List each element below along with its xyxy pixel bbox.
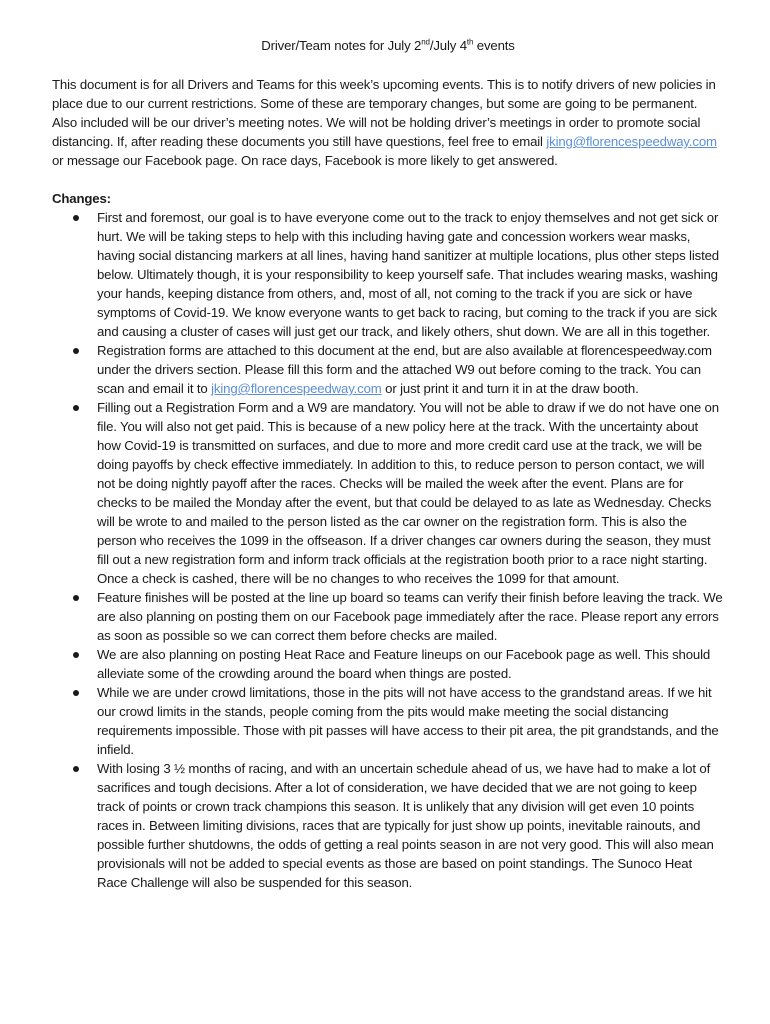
bullet-icon: [73, 595, 79, 601]
list-item: Feature finishes will be posted at the line up board so teams can verify their finish before leaving the track. We are also planning on posting them on our Facebook page immediately after the race. Please report any errors as soon as possible so we can correct them before checks are mailed.: [52, 588, 724, 645]
intro-email-link[interactable]: jking@florencespeedway.com: [546, 134, 717, 149]
intro-paragraph: This document is for all Drivers and Teams for this week’s upcoming events. This is to notify drivers of new policies in place due to our current restrictions. Some of these are temporary changes, but some are going to be permanent. Also included will be our driver’s meeting notes. We will not be holding driver’s meetings in order to promote social distancing. If, after reading these documents you still have questions, feel free to email jking@florencespeedway.com or message our Facebook page. On race days, Facebook is more likely to get answered.: [52, 77, 717, 168]
list-item: Registration forms are attached to this document at the end, but are also available at florencespeedway.com under the drivers section. Please fill this form and the attached W9 out before coming to the track. You can scan and email it to jking@florencespeedway.com or just print it and turn it in at the draw booth.: [52, 341, 724, 398]
registration-email-link[interactable]: jking@florencespeedway.com: [211, 381, 382, 396]
bullet-icon: [73, 766, 79, 772]
changes-heading: Changes:: [52, 191, 111, 206]
document-page: [52, 36, 724, 892]
list-item: With losing 3 ½ months of racing, and with an uncertain schedule ahead of us, we have had to make a lot of sacrifices and tough decisions. After a lot of consideration, we have decided that we are not going to keep track of points or crown track champions this season. It is unlikely that any division will get even 10 points races in. Between limiting divisions, races that are typically for just show up points, inevitable rainouts, and possible further shutdowns, the odds of getting a real points season in are not very good. This will also mean provisionals will not be added to special events as those are based on point standings. The Sunoco Heat Race Challenge will also be suspended for this season.: [52, 759, 724, 892]
list-item: While we are under crowd limitations, those in the pits will not have access to the grandstand areas. If we hit our crowd limits in the stands, people coming from the pits would make meeting the social distancing requirements impossible. Those with pit passes will have access to their pit area, the pit grandstands, and the infield.: [52, 683, 724, 759]
bullet-icon: [73, 405, 79, 411]
list-item: Filling out a Registration Form and a W9 are mandatory. You will not be able to draw if we do not have one on file. You will also not get paid. This is because of a new policy here at the track. With the uncertainty about how Covid-19 is transmitted on surfaces, and due to more and more credit card use at the track, we will be doing payoffs by check effective immediately. In addition to this, to reduce person to person contact, we will not be doing nightly payoff after the races. Checks will be mailed the week after the event. Plans are for checks to be mailed the Monday after the event, but that could be delayed to as late as Wednesday. Checks will be wrote to and mailed to the person listed as the car owner on the registration form. This is also the person who receives the 1099 in the offseason. If a driver changes car owners during the season, they must fill out a new registration form and inform track officials at the registration booth prior to a race night starting. Once a check is cashed, there will be no changes to who receives the 1099 for that amount.: [52, 398, 724, 588]
list-item: First and foremost, our goal is to have everyone come out to the track to enjoy themselves and not get sick or hurt. We will be taking steps to help with this including having gate and concession workers wear masks, having social distancing markers at all lines, having hand sanitizer at multiple locations, plus other steps listed below. Ultimately though, it is your responsibility to keep yourself safe. That includes wearing masks, washing your hands, keeping distance from others, and, most of all, not coming to the track if you are sick or have symptoms of Covid-19. We know everyone wants to get back to racing, but coming to the track if you are sick and causing a cluster of cases will just get our track, and likely others, shut down. We are all in this together.: [52, 208, 724, 341]
bullet-icon: [73, 348, 79, 354]
bullet-icon: [73, 652, 79, 658]
bullet-icon: [73, 215, 79, 221]
changes-list: [52, 208, 724, 892]
bullet-icon: [73, 690, 79, 696]
document-title: Driver/Team notes for July 2nd/July 4th events: [261, 37, 515, 53]
list-item: We are also planning on posting Heat Race and Feature lineups on our Facebook page as well. This should alleviate some of the crowding around the board when things are posted.: [52, 645, 724, 683]
title-superscript-th: th: [466, 37, 474, 47]
title-superscript-nd: nd: [421, 37, 430, 47]
